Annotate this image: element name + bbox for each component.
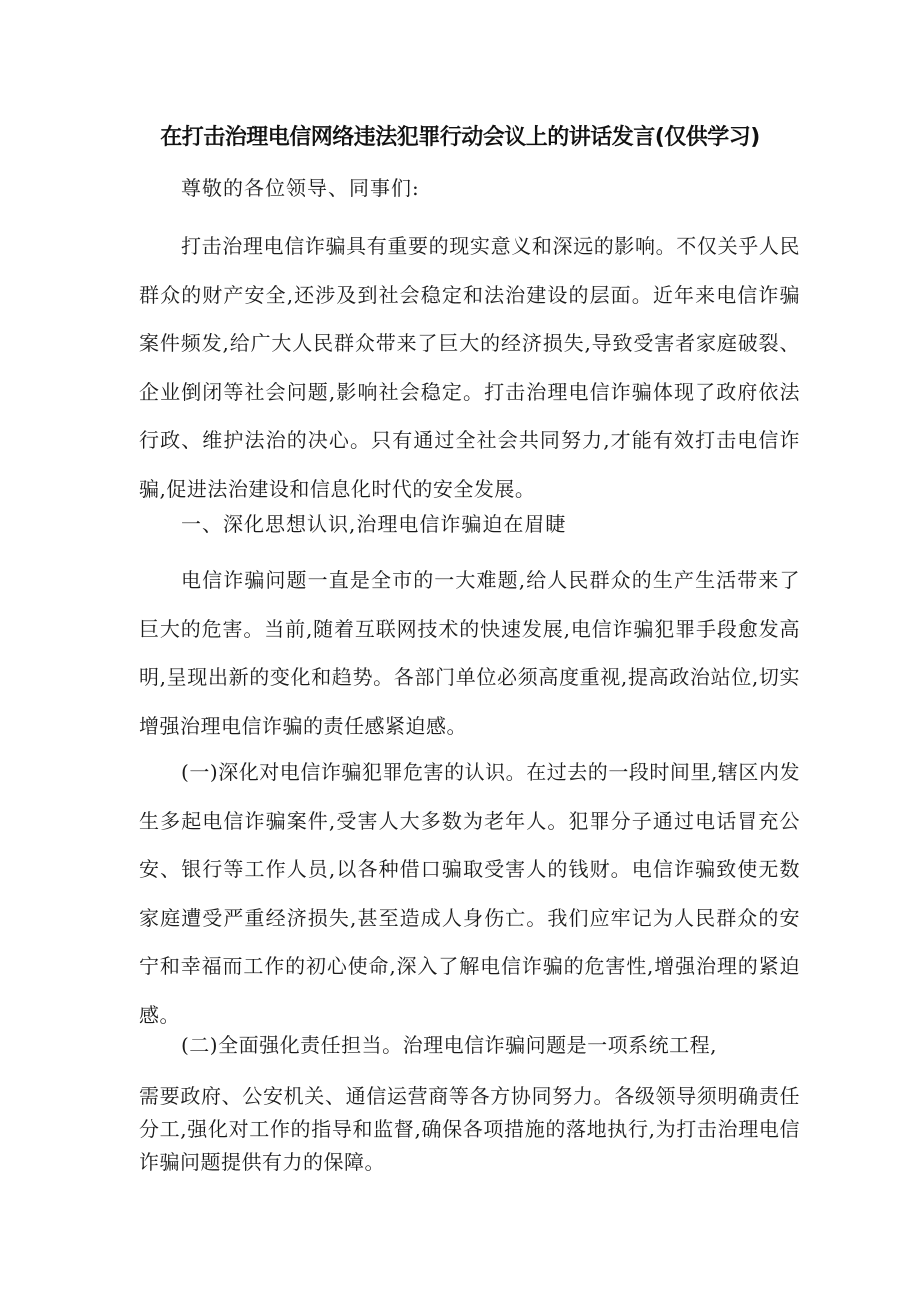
paragraph-subsection-1 — [139, 748, 800, 1039]
paragraph-text: 电信诈骗问题一直是全市的一大难题,给人民群众的生产生活带来了巨大的危害。当前,随着互联网技术的快速发展,电信诈骗犯罪手段愈发高明,呈现出新的变化和趋势。各部门单位必须高度重视,提高政治站位,切实增强治理电信诈骗的责任感紧迫感。 — [139, 568, 800, 738]
greeting: 尊敬的各位领导、同事们: — [181, 176, 420, 200]
paragraph-text: 需要政府、公安机关、通信运营商等各方协同努力。各级领导须明确责任分工,强化对工作的指导和监督,确保各项措施的落地执行,为打击治理电信诈骗问题提供有力的保障。 — [139, 1084, 800, 1174]
paragraph-intro — [139, 222, 800, 513]
paragraph-subsection-2 — [139, 1026, 800, 1179]
paragraph-section-1 — [139, 556, 800, 750]
document-title: 在打击治理电信网络违法犯罪行动会议上的讲话发言(仅供学习) — [160, 125, 760, 150]
section-heading-1: 一、深化思想认识,治理电信诈骗迫在眉睫 — [181, 512, 567, 536]
paragraph-first-line: (二)全面强化责任担当。治理电信诈骗问题是一项系统工程, — [181, 1033, 717, 1057]
paragraph-text: 打击治理电信诈骗具有重要的现实意义和深远的影响。不仅关乎人民群众的财产安全,还涉及到社会稳定和法治建设的层面。近年来电信诈骗案件频发,给广大人民群众带来了巨大的经济损失,导致受害者家庭破裂、企业倒闭等社会问题,影响社会稳定。打击治理电信诈骗体现了政府依法行政、维护法治的决心。只有通过全社会共同努力,才能有效打击电信诈骗,促进法治建设和信息化时代的安全发展。 — [139, 234, 800, 501]
paragraph-text: (一)深化对电信诈骗犯罪危害的认识。在过去的一段时间里,辖区内发生多起电信诈骗案件,受害人大多数为老年人。犯罪分子通过电话冒充公安、银行等工作人员,以各种借口骗取受害人的钱财。电信诈骗致使无数家庭遭受严重经济损失,甚至造成人身伤亡。我们应牢记为人民群众的安宁和幸福而工作的初心使命,深入了解电信诈骗的危害性,增强治理的紧迫感。 — [139, 760, 800, 1027]
